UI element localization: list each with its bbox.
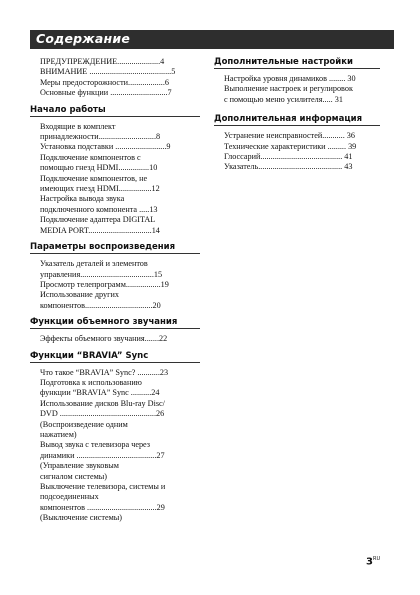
section-entries xyxy=(30,259,200,311)
section-heading: Дополнительные настройки xyxy=(214,57,380,69)
toc-entry[interactable]: Входящие в комплект принадлежности............................8 xyxy=(40,121,161,142)
toc-entry[interactable]: Меры предосторожности..................6 xyxy=(40,77,169,87)
toc-entry[interactable]: Выключение телевизора, системы и подсоединенных компонентов ..................................29 (Выключение системы) xyxy=(40,482,166,523)
page-number-value: 3 xyxy=(366,556,373,568)
page-number-suffix: RU xyxy=(372,556,381,562)
page-title: Содержание xyxy=(36,31,131,46)
section-heading: Функции объемного звучания xyxy=(30,317,200,329)
toc-entry[interactable]: Просмотр телепрограмм.................19 xyxy=(40,279,169,289)
toc-entry[interactable]: Глоссарий........................................ 41 xyxy=(224,152,353,162)
toc-entry[interactable]: Выполнение настроек и регулировок с помощью меню усилителя..... 31 xyxy=(224,84,353,104)
section-heading: Начало работы xyxy=(30,105,200,117)
left-column xyxy=(30,57,200,530)
toc-entry[interactable]: Настройка вывода звука подключенного компонента .....13 xyxy=(40,194,158,214)
toc-entry[interactable]: Использование дисков Blu-ray Disc/ DVD ...............................................26 (Воспроизведение одним нажатием) xyxy=(40,398,165,439)
section-entries xyxy=(30,334,200,344)
toc-entry[interactable]: Подключение компонентов с помощью гнезд HDMI...............10 xyxy=(40,152,158,173)
section-heading: Дополнительная информация xyxy=(214,114,380,126)
toc-entry[interactable]: Подключение компонентов, не имеющих гнезд HDMI................12 xyxy=(40,173,160,194)
toc-entry[interactable]: Настройка уровня динамиков ........ 30 xyxy=(224,74,356,83)
section-entries xyxy=(214,74,380,105)
intro-entries xyxy=(30,57,200,99)
section-entries xyxy=(30,122,200,236)
section-entries xyxy=(30,368,200,524)
toc-entry[interactable]: ВНИМАНИЕ ........................................5 xyxy=(40,67,176,77)
section-heading: Параметры воспроизведения xyxy=(30,242,200,254)
toc-entry[interactable]: Указатель......................................... 43 xyxy=(224,162,353,172)
contents-banner xyxy=(30,30,394,49)
toc-entry[interactable]: Подключение адаптера DIGITAL MEDIA PORT...............................14 xyxy=(40,215,160,235)
right-column xyxy=(214,57,380,179)
page-number xyxy=(366,556,380,567)
toc-entry[interactable]: Использование других компонентов.................................20 xyxy=(40,290,161,310)
toc-entry[interactable]: Что такое “BRAVIA” Sync? ...........23 xyxy=(40,367,169,377)
toc-entry[interactable]: Установка подставки .........................9 xyxy=(40,142,171,152)
toc-entry[interactable]: Указатель деталей и элементов управления....................................15 xyxy=(40,259,163,279)
toc-entry[interactable]: Основные функции ............................7 xyxy=(40,88,172,98)
toc-entry[interactable]: Подготовка к использованию функции “BRAVIA” Sync ..........24 xyxy=(40,377,160,398)
toc-entry[interactable]: Устранение неисправностей........... 36 xyxy=(224,131,355,141)
section-heading: Функции “BRAVIA” Sync xyxy=(30,351,200,363)
toc-entry[interactable]: Технические характеристики ......... 39 xyxy=(224,141,357,151)
toc-entry[interactable]: Вывод звука с телевизора через динамики .......................................27 (Управление звуковым сигналом системы) xyxy=(40,440,165,481)
section-entries xyxy=(214,131,380,173)
toc-entry[interactable]: ПРЕДУПРЕЖДЕНИЕ.....................4 xyxy=(40,57,165,66)
toc-entry[interactable]: Эффекты объемного звучания.......22 xyxy=(40,334,168,344)
